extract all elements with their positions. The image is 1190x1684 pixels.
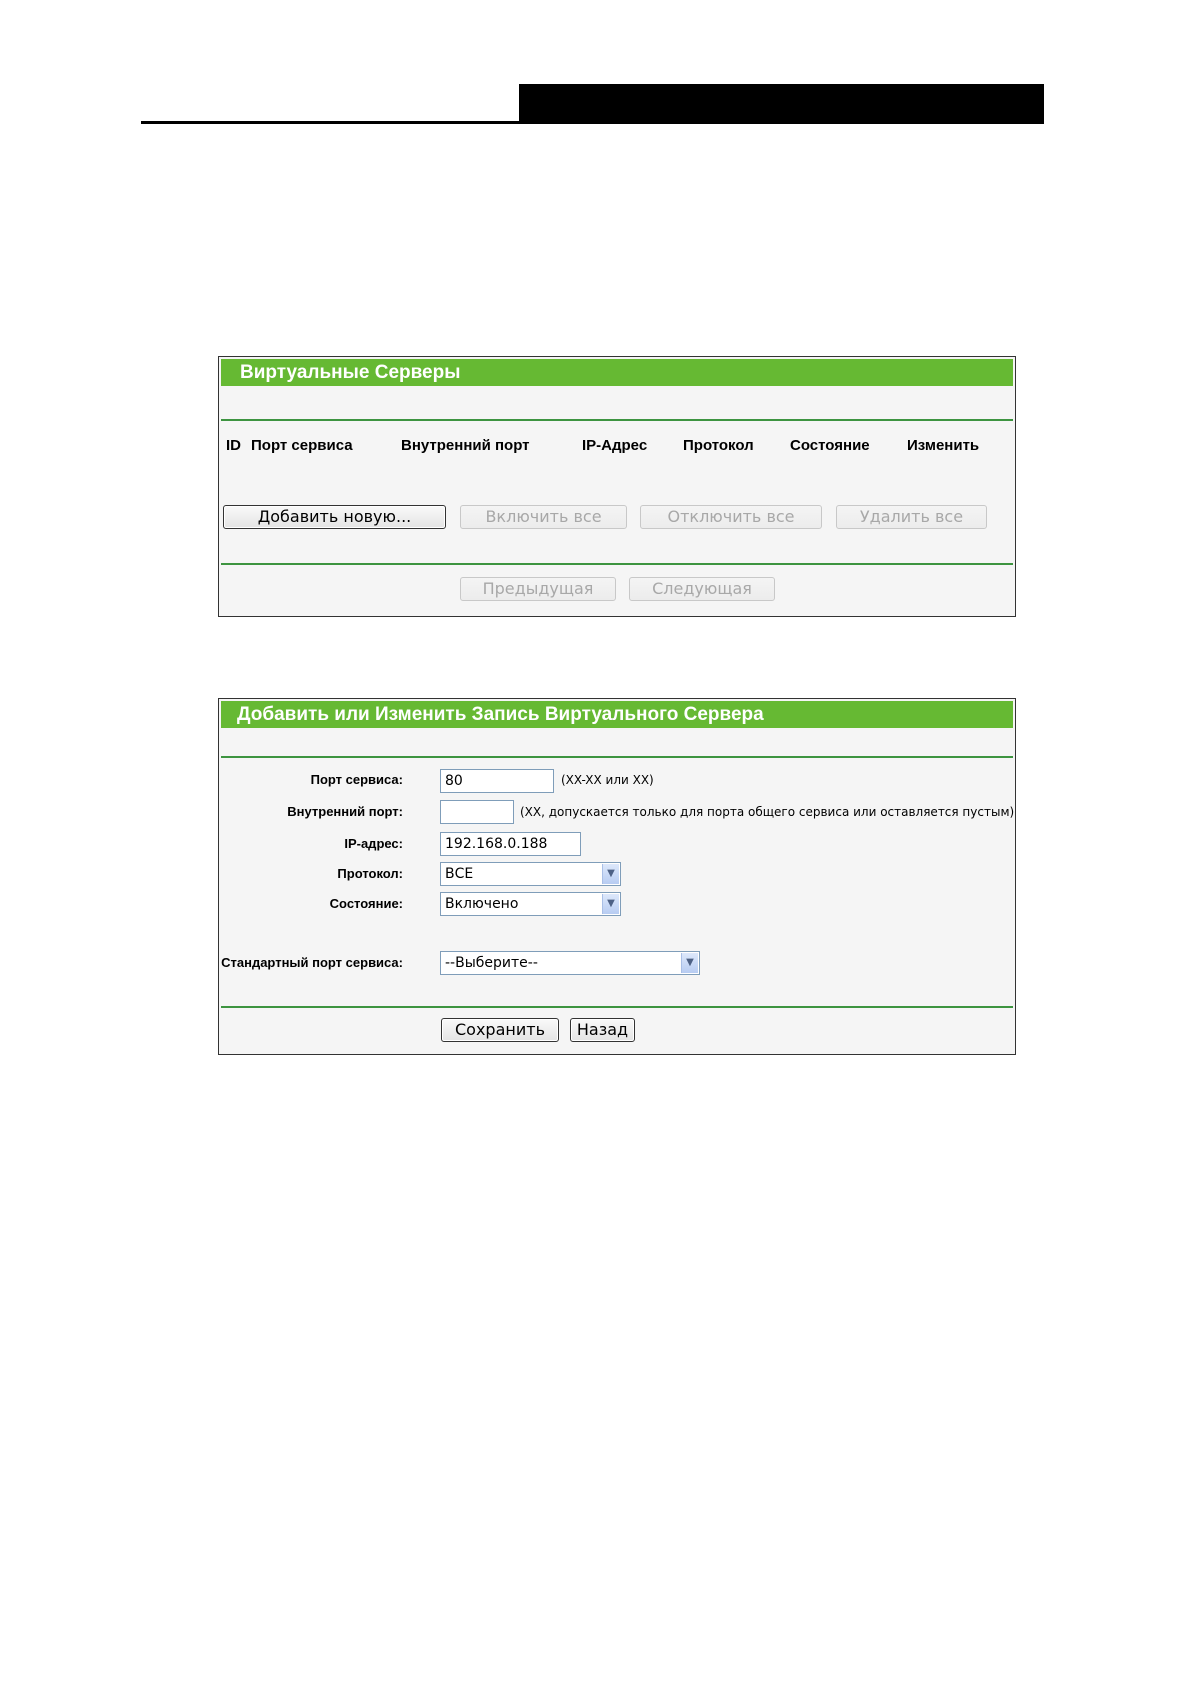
header-rule — [141, 121, 1044, 124]
status-label: Состояние: — [329, 896, 403, 911]
disable-all-button[interactable]: Отключить все — [640, 505, 822, 529]
panel-title: Добавить или Изменить Запись Виртуального Сервера — [221, 701, 1013, 728]
ip-address-label: IP-адрес: — [344, 836, 403, 851]
column-header-internal-port: Внутренний порт — [401, 437, 530, 454]
column-header-ip-address: IP-Адрес — [582, 437, 648, 454]
column-header-id: ID — [226, 437, 241, 454]
header-black-bar — [519, 84, 1044, 124]
next-page-button[interactable]: Следующая — [629, 577, 775, 601]
status-value: Включено — [445, 896, 519, 912]
back-button[interactable]: Назад — [570, 1018, 635, 1042]
panel-title: Виртуальные Серверы — [221, 359, 1013, 386]
previous-page-button[interactable]: Предыдущая — [460, 577, 616, 601]
protocol-value: ВСЕ — [445, 866, 474, 882]
status-select[interactable] — [440, 892, 621, 916]
chevron-down-icon[interactable]: ▼ — [681, 953, 698, 973]
internal-port-input[interactable] — [440, 800, 514, 824]
common-service-port-label: Стандартный порт сервиса: — [221, 955, 403, 970]
chevron-down-icon[interactable]: ▼ — [602, 864, 619, 884]
common-service-port-select[interactable] — [440, 951, 700, 975]
protocol-select[interactable] — [440, 862, 621, 886]
divider — [221, 756, 1013, 758]
internal-port-hint: (XX, допускается только для порта общего сервиса или оставляется пустым) — [520, 805, 1015, 819]
internal-port-label: Внутренний порт: — [287, 804, 403, 819]
enable-all-button[interactable]: Включить все — [460, 505, 627, 529]
column-header-status: Состояние — [790, 437, 870, 454]
column-header-service-port: Порт сервиса — [251, 437, 353, 454]
ip-address-input[interactable]: 192.168.0.188 — [440, 832, 581, 856]
service-port-label: Порт сервиса: — [310, 772, 403, 787]
protocol-label: Протокол: — [337, 866, 403, 881]
column-header-modify: Изменить — [907, 437, 980, 454]
divider — [221, 563, 1013, 565]
column-header-protocol: Протокол — [683, 437, 754, 454]
divider — [221, 1006, 1013, 1008]
delete-all-button[interactable]: Удалить все — [836, 505, 987, 529]
divider — [221, 419, 1013, 421]
virtual-servers-panel — [218, 356, 1016, 617]
add-new-button[interactable]: Добавить новую... — [223, 505, 446, 529]
chevron-down-icon[interactable]: ▼ — [602, 894, 619, 914]
common-service-port-value: --Выберите-- — [445, 955, 538, 971]
save-button[interactable]: Сохранить — [441, 1018, 559, 1042]
service-port-input[interactable]: 80 — [440, 769, 554, 793]
service-port-hint: (XX-XX или XX) — [561, 773, 654, 787]
